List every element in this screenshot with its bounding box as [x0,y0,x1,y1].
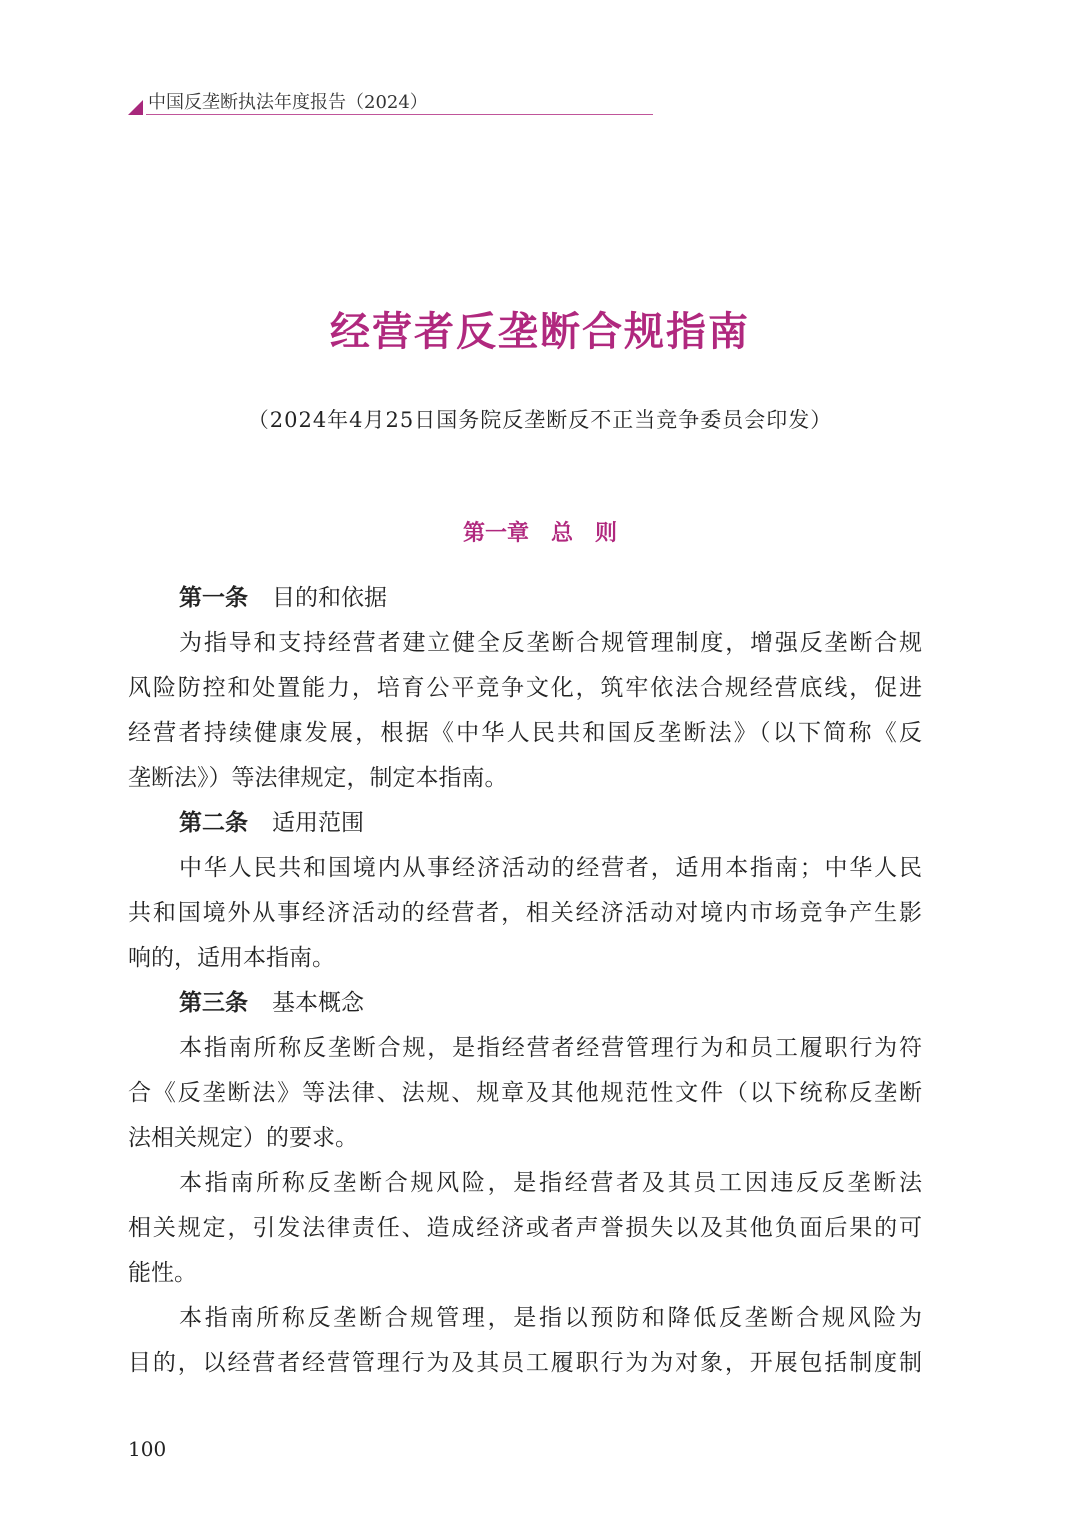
paragraph-line: 能性。 [128,1260,197,1286]
paragraph-line: 风险防控和处置能力，培育公平竞争文化，筑牢依法合规经营底线，促进 [128,675,922,701]
paragraph-line: 合《反垄断法》等法律、法规、规章及其他规范性文件（以下统称反垄断 [128,1080,922,1106]
chapter-heading: 第一章 总 则 [462,521,617,546]
running-header: 中国反垄断执法年度报告（2024） [148,92,428,113]
paragraph-line: 本指南所称反垄断合规管理，是指以预防和降低反垄断合规风险为 [179,1305,922,1331]
paragraph-line: 经营者持续健康发展，根据《中华人民共和国反垄断法》（以下简称《反 [128,720,922,746]
document-title: 经营者反垄断合规指南 [330,309,750,355]
document-subtitle: （2024年4月25日国务院反垄断反不正当竞争委员会印发） [247,408,833,432]
body-text [128,576,922,1386]
paragraph-line: 本指南所称反垄断合规风险，是指经营者及其员工因违反反垄断法 [179,1170,922,1196]
paragraph-line: 本指南所称反垄断合规，是指经营者经营管理行为和员工履职行为符 [179,1035,922,1061]
paragraph-line: 为指导和支持经营者建立健全反垄断合规管理制度，增强反垄断合规 [179,630,922,656]
header-triangle-icon [128,100,143,115]
article-heading: 第一条 目的和依据 [179,585,387,611]
header-rule [146,114,653,115]
article-heading: 第三条 基本概念 [179,990,364,1016]
paragraph-line: 中华人民共和国境内从事经济活动的经营者，适用本指南；中华人民 [179,855,922,881]
article-heading: 第二条 适用范围 [179,810,364,836]
paragraph-line: 垄断法》）等法律规定，制定本指南。 [128,765,508,791]
paragraph-line: 目的，以经营者经营管理行为及其员工履职行为为对象，开展包括制度制 [128,1350,922,1376]
paragraph-line: 法相关规定）的要求。 [128,1125,358,1151]
page-number: 100 [128,1437,167,1461]
paragraph-line: 响的，适用本指南。 [128,945,335,971]
paragraph-line: 相关规定，引发法律责任、造成经济或者声誉损失以及其他负面后果的可 [128,1215,922,1241]
paragraph-line: 共和国境外从事经济活动的经营者，相关经济活动对境内市场竞争产生影 [128,900,922,926]
